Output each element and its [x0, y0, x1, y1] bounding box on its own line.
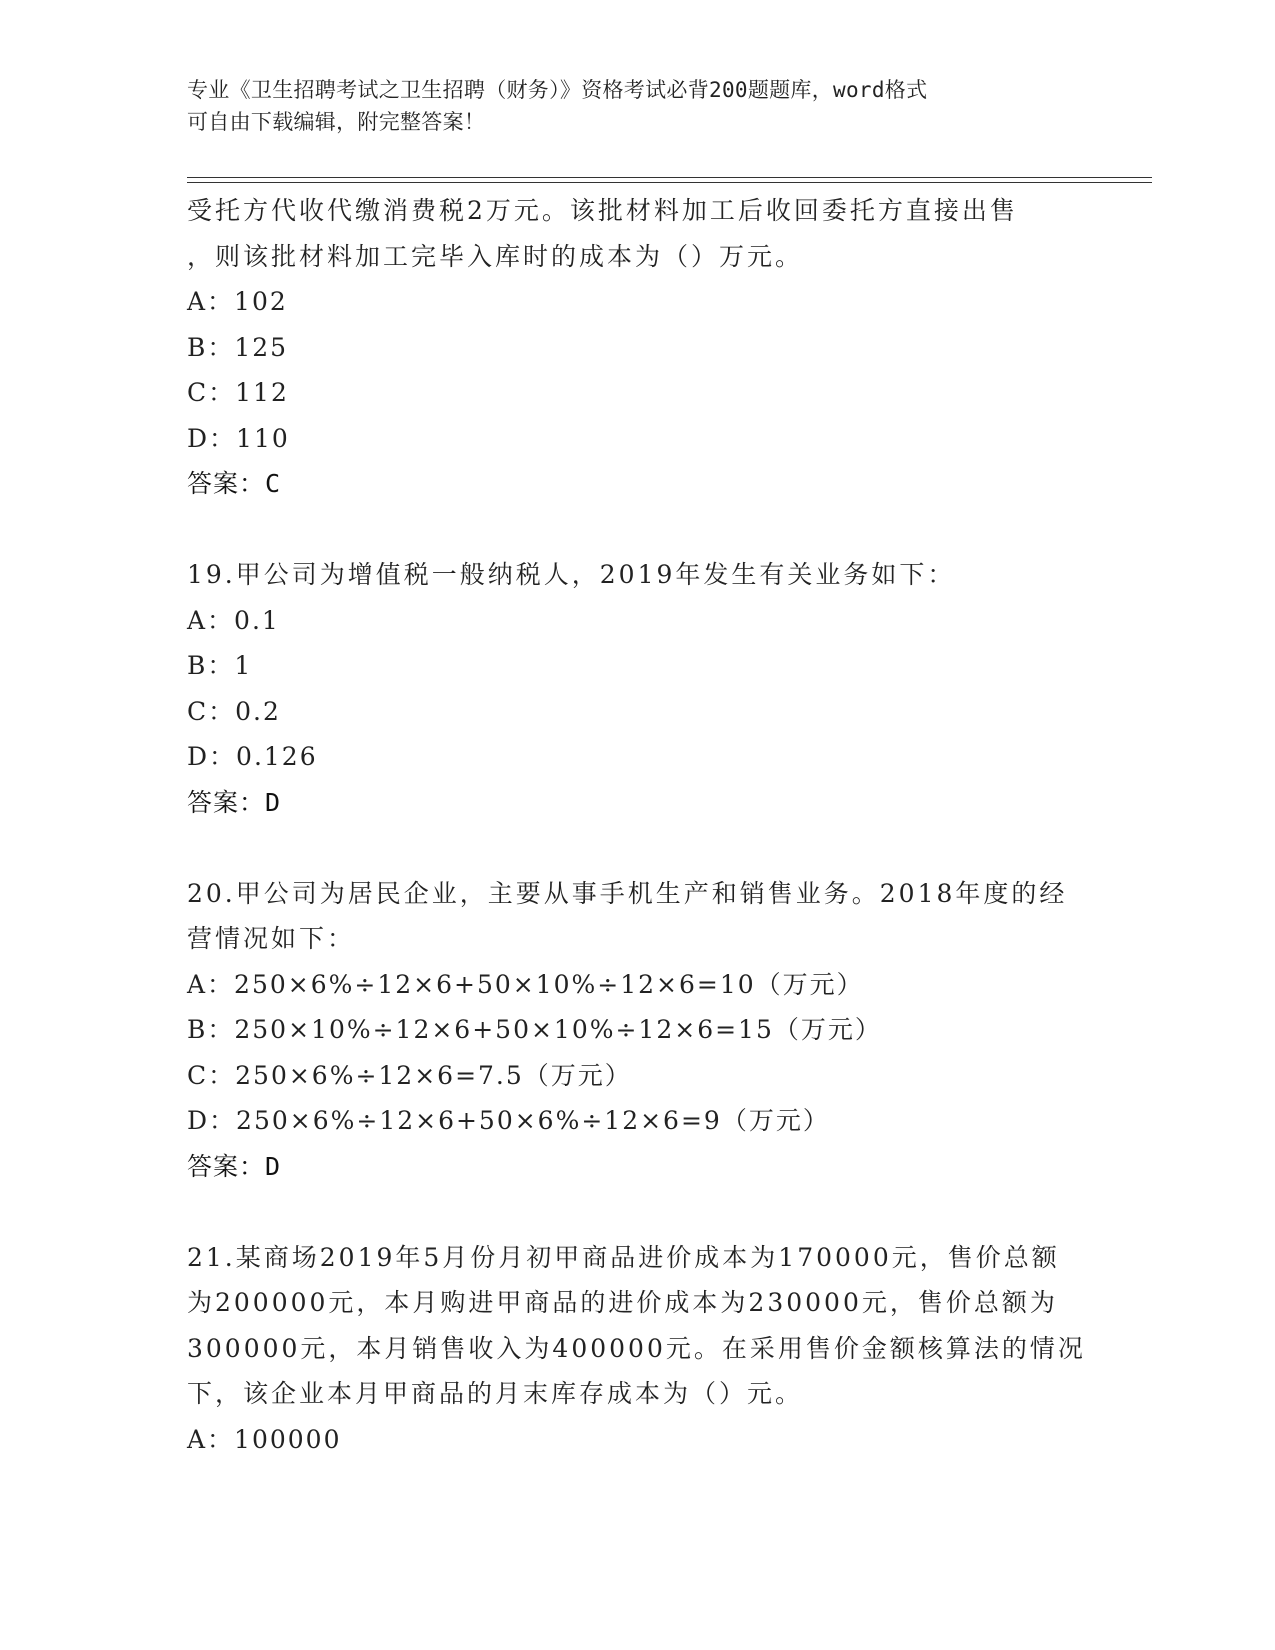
- question-21: [187, 1235, 1147, 1463]
- spacer: [187, 507, 1147, 553]
- option-a: A：250×6%÷12×6+50×10%÷12×6=10（万元）: [187, 969, 864, 999]
- document-header: [187, 74, 1087, 138]
- option-a: A：100000: [187, 1424, 342, 1454]
- option-c: C：0.2: [187, 696, 281, 726]
- option-d: D：250×6%÷12×6+50×6%÷12×6=9（万元）: [187, 1106, 830, 1135]
- header-line-1: 专业《卫生招聘考试之卫生招聘（财务）》资格考试必背200题题库，word格式: [187, 78, 928, 102]
- question-18: [187, 188, 1147, 507]
- spacer: [187, 825, 1147, 871]
- option-b: B：250×10%÷12×6+50×10%÷12×6=15（万元）: [187, 1015, 882, 1044]
- header-line-2: 可自由下载编辑，附完整答案！: [187, 110, 486, 134]
- question-text-line: 300000元，本月销售收入为400000元。在采用售价金额核算法的情况: [187, 1333, 1086, 1363]
- option-c: C：250×6%÷12×6=7.5（万元）: [187, 1060, 632, 1090]
- question-text-line: ，则该批材料加工完毕入库时的成本为（）万元。: [187, 241, 804, 271]
- answer-line: 答案：D: [187, 1151, 282, 1181]
- option-d: D：110: [187, 423, 290, 453]
- question-20: [187, 871, 1147, 1190]
- option-b: B：125: [187, 332, 289, 362]
- question-text-line: 19.甲公司为增值税一般纳税人，2019年发生有关业务如下：: [187, 560, 956, 589]
- question-text-line: 下，该企业本月甲商品的月末库存成本为（）元。: [187, 1379, 804, 1408]
- option-b: B：1: [187, 651, 253, 680]
- question-19: [187, 552, 1147, 825]
- header-rule-top: [187, 177, 1152, 178]
- question-text-line: 受托方代收代缴消费税2万元。该批材料加工后收回委托方直接出售: [187, 196, 1018, 225]
- answer-line: 答案：D: [187, 787, 282, 817]
- header-rule-bottom: [187, 182, 1152, 183]
- question-text-line: 营情况如下：: [187, 924, 356, 953]
- question-text-line: 21.某商场2019年5月份月初甲商品进价成本为170000元，售价总额: [187, 1242, 1060, 1272]
- option-c: C：112: [187, 378, 289, 407]
- document-body: [187, 188, 1147, 1462]
- question-text-line: 为200000元，本月购进甲商品的进价成本为230000元，售价总额为: [187, 1288, 1058, 1317]
- option-a: A：0.1: [187, 605, 280, 635]
- option-a: A：102: [187, 287, 288, 316]
- question-text-line: 20.甲公司为居民企业，主要从事手机生产和销售业务。2018年度的经: [187, 878, 1068, 908]
- spacer: [187, 1189, 1147, 1235]
- option-d: D：0.126: [187, 742, 318, 771]
- answer-line: 答案：C: [187, 469, 282, 498]
